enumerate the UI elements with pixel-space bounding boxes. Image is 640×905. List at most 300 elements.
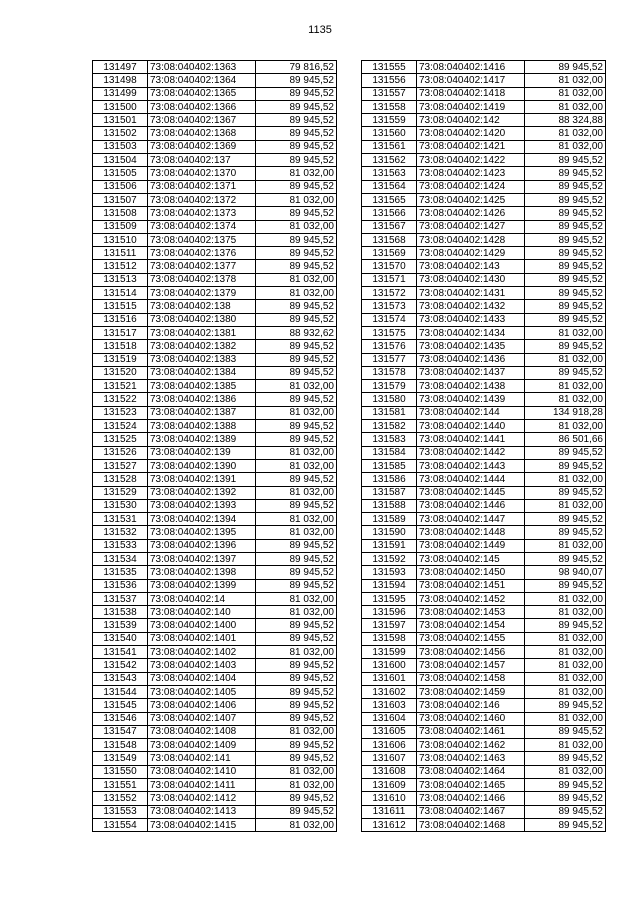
cell-record-id: 131531 (93, 513, 148, 526)
cell-record-id: 131568 (362, 233, 417, 246)
cell-record-id: 131522 (93, 393, 148, 406)
cell-record-id: 131499 (93, 87, 148, 100)
cell-record-id: 131555 (362, 61, 417, 74)
cell-record-id: 131521 (93, 380, 148, 393)
table-row (93, 619, 337, 632)
right-table (361, 60, 606, 832)
cell-cadastral-number: 73:08:040402:1464 (417, 765, 525, 778)
cell-record-id: 131563 (362, 167, 417, 180)
cell-cadastral-number: 73:08:040402:144 (417, 406, 525, 419)
cell-cadastral-number: 73:08:040402:1369 (148, 140, 256, 153)
cell-record-id: 131572 (362, 287, 417, 300)
cell-amount: 89 945,52 (256, 792, 337, 805)
cell-record-id: 131497 (93, 61, 148, 74)
cell-amount: 89 945,52 (525, 167, 606, 180)
cell-record-id: 131536 (93, 579, 148, 592)
cell-cadastral-number: 73:08:040402:145 (417, 552, 525, 565)
cell-cadastral-number: 73:08:040402:1442 (417, 446, 525, 459)
table-row (362, 233, 606, 246)
cell-cadastral-number: 73:08:040402:1463 (417, 752, 525, 765)
cell-amount: 89 945,52 (256, 140, 337, 153)
cell-record-id: 131545 (93, 699, 148, 712)
cell-record-id: 131512 (93, 260, 148, 273)
table-row (93, 818, 337, 831)
table-row (93, 420, 337, 433)
cell-cadastral-number: 73:08:040402:1372 (148, 193, 256, 206)
table-row (362, 100, 606, 113)
cell-amount: 81 032,00 (256, 526, 337, 539)
table-row (93, 592, 337, 605)
cell-amount: 81 032,00 (256, 513, 337, 526)
table-row (93, 486, 337, 499)
cell-cadastral-number: 73:08:040402:1447 (417, 513, 525, 526)
cell-record-id: 131546 (93, 712, 148, 725)
cell-amount: 81 032,00 (256, 646, 337, 659)
cell-amount: 89 945,52 (256, 805, 337, 818)
cell-cadastral-number: 73:08:040402:1380 (148, 313, 256, 326)
cell-amount: 89 945,52 (525, 805, 606, 818)
cell-record-id: 131544 (93, 685, 148, 698)
cell-cadastral-number: 73:08:040402:1407 (148, 712, 256, 725)
table-row (93, 193, 337, 206)
table-row (362, 499, 606, 512)
cell-cadastral-number: 73:08:040402:1367 (148, 114, 256, 127)
cell-record-id: 131588 (362, 499, 417, 512)
cell-cadastral-number: 73:08:040402:1424 (417, 180, 525, 193)
cell-record-id: 131548 (93, 739, 148, 752)
cell-amount: 89 945,52 (256, 180, 337, 193)
cell-cadastral-number: 73:08:040402:1449 (417, 539, 525, 552)
cell-amount: 81 032,00 (525, 685, 606, 698)
table-row (362, 725, 606, 738)
table-row (362, 353, 606, 366)
table-row (362, 818, 606, 831)
cell-cadastral-number: 73:08:040402:1373 (148, 207, 256, 220)
cell-cadastral-number: 73:08:040402:1422 (417, 154, 525, 167)
cell-cadastral-number: 73:08:040402:1431 (417, 287, 525, 300)
cell-record-id: 131610 (362, 792, 417, 805)
cell-amount: 81 032,00 (525, 499, 606, 512)
cell-record-id: 131537 (93, 592, 148, 605)
cell-record-id: 131539 (93, 619, 148, 632)
cell-amount: 89 945,52 (525, 273, 606, 286)
cell-record-id: 131598 (362, 632, 417, 645)
cell-cadastral-number: 73:08:040402:146 (417, 699, 525, 712)
table-row (362, 167, 606, 180)
cell-amount: 81 032,00 (525, 646, 606, 659)
cell-cadastral-number: 73:08:040402:1394 (148, 513, 256, 526)
cell-amount: 89 945,52 (525, 220, 606, 233)
cell-record-id: 131517 (93, 326, 148, 339)
cell-cadastral-number: 73:08:040402:1461 (417, 725, 525, 738)
cell-record-id: 131549 (93, 752, 148, 765)
cell-amount: 89 945,52 (256, 114, 337, 127)
table-row (93, 87, 337, 100)
table-row (362, 366, 606, 379)
cell-record-id: 131509 (93, 220, 148, 233)
cell-record-id: 131551 (93, 779, 148, 792)
cell-record-id: 131560 (362, 127, 417, 140)
cell-cadastral-number: 73:08:040402:1462 (417, 739, 525, 752)
cell-cadastral-number: 73:08:040402:1370 (148, 167, 256, 180)
table-row (93, 739, 337, 752)
cell-cadastral-number: 73:08:040402:1452 (417, 592, 525, 605)
cell-record-id: 131589 (362, 513, 417, 526)
cell-cadastral-number: 73:08:040402:1468 (417, 818, 525, 831)
cell-cadastral-number: 73:08:040402:1457 (417, 659, 525, 672)
cell-cadastral-number: 73:08:040402:1421 (417, 140, 525, 153)
table-row (93, 340, 337, 353)
table-row (93, 459, 337, 472)
table-row (93, 140, 337, 153)
table-row (362, 420, 606, 433)
cell-cadastral-number: 73:08:040402:1401 (148, 632, 256, 645)
table-row (93, 566, 337, 579)
cell-amount: 81 032,00 (256, 606, 337, 619)
cell-amount: 89 945,52 (256, 619, 337, 632)
cell-cadastral-number: 73:08:040402:137 (148, 154, 256, 167)
table-row (362, 61, 606, 74)
cell-cadastral-number: 73:08:040402:1465 (417, 779, 525, 792)
cell-amount: 89 945,52 (525, 579, 606, 592)
table-row (93, 154, 337, 167)
cell-amount: 88 932,62 (256, 326, 337, 339)
cell-amount: 89 945,52 (256, 499, 337, 512)
cell-cadastral-number: 73:08:040402:1397 (148, 552, 256, 565)
table-row (362, 473, 606, 486)
cell-record-id: 131577 (362, 353, 417, 366)
cell-record-id: 131600 (362, 659, 417, 672)
cell-record-id: 131498 (93, 74, 148, 87)
cell-record-id: 131500 (93, 100, 148, 113)
cell-amount: 89 945,52 (256, 127, 337, 140)
cell-amount: 89 945,52 (256, 579, 337, 592)
table-row (362, 220, 606, 233)
cell-cadastral-number: 73:08:040402:141 (148, 752, 256, 765)
cell-record-id: 131507 (93, 193, 148, 206)
cell-cadastral-number: 73:08:040402:1467 (417, 805, 525, 818)
cell-amount: 89 945,52 (256, 353, 337, 366)
cell-cadastral-number: 73:08:040402:1429 (417, 247, 525, 260)
cell-record-id: 131520 (93, 366, 148, 379)
cell-cadastral-number: 73:08:040402:1385 (148, 380, 256, 393)
cell-record-id: 131609 (362, 779, 417, 792)
cell-record-id: 131514 (93, 287, 148, 300)
cell-cadastral-number: 73:08:040402:1454 (417, 619, 525, 632)
table-row (93, 247, 337, 260)
cell-cadastral-number: 73:08:040402:1393 (148, 499, 256, 512)
cell-amount: 81 032,00 (525, 140, 606, 153)
cell-cadastral-number: 73:08:040402:1379 (148, 287, 256, 300)
cell-amount: 81 032,00 (256, 220, 337, 233)
cell-amount: 89 945,52 (256, 699, 337, 712)
cell-record-id: 131511 (93, 247, 148, 260)
cell-record-id: 131602 (362, 685, 417, 698)
cell-record-id: 131533 (93, 539, 148, 552)
table-row (93, 366, 337, 379)
cell-amount: 81 032,00 (256, 592, 337, 605)
cell-cadastral-number: 73:08:040402:142 (417, 114, 525, 127)
cell-record-id: 131516 (93, 313, 148, 326)
cell-amount: 89 945,52 (256, 659, 337, 672)
cell-record-id: 131591 (362, 539, 417, 552)
cell-cadastral-number: 73:08:040402:1384 (148, 366, 256, 379)
cell-amount: 89 945,52 (256, 366, 337, 379)
cell-record-id: 131534 (93, 552, 148, 565)
cell-amount: 81 032,00 (525, 632, 606, 645)
cell-record-id: 131575 (362, 326, 417, 339)
cell-cadastral-number: 73:08:040402:1365 (148, 87, 256, 100)
cell-cadastral-number: 73:08:040402:1400 (148, 619, 256, 632)
cell-cadastral-number: 73:08:040402:1368 (148, 127, 256, 140)
table-row (93, 725, 337, 738)
cell-amount: 89 945,52 (256, 672, 337, 685)
cell-record-id: 131605 (362, 725, 417, 738)
table-row (362, 539, 606, 552)
cell-cadastral-number: 73:08:040402:1382 (148, 340, 256, 353)
cell-cadastral-number: 73:08:040402:1428 (417, 233, 525, 246)
table-row (93, 526, 337, 539)
cell-cadastral-number: 73:08:040402:1411 (148, 779, 256, 792)
cell-cadastral-number: 73:08:040402:1437 (417, 366, 525, 379)
table-row (93, 579, 337, 592)
table-row (362, 552, 606, 565)
cell-record-id: 131603 (362, 699, 417, 712)
cell-cadastral-number: 73:08:040402:1438 (417, 380, 525, 393)
cell-amount: 89 945,52 (256, 566, 337, 579)
cell-cadastral-number: 73:08:040402:1448 (417, 526, 525, 539)
cell-cadastral-number: 73:08:040402:1450 (417, 566, 525, 579)
cell-record-id: 131503 (93, 140, 148, 153)
table-row (93, 127, 337, 140)
cell-amount: 81 032,00 (256, 446, 337, 459)
cell-cadastral-number: 73:08:040402:1391 (148, 473, 256, 486)
cell-amount: 81 032,00 (525, 74, 606, 87)
cell-record-id: 131559 (362, 114, 417, 127)
cell-cadastral-number: 73:08:040402:1402 (148, 646, 256, 659)
table-row (362, 207, 606, 220)
cell-amount: 89 945,52 (256, 473, 337, 486)
cell-record-id: 131595 (362, 592, 417, 605)
table-row (362, 406, 606, 419)
cell-record-id: 131583 (362, 433, 417, 446)
cell-cadastral-number: 73:08:040402:1451 (417, 579, 525, 592)
cell-record-id: 131570 (362, 260, 417, 273)
cell-record-id: 131562 (362, 154, 417, 167)
cell-cadastral-number: 73:08:040402:1364 (148, 74, 256, 87)
cell-amount: 89 945,52 (256, 433, 337, 446)
table-row (362, 792, 606, 805)
cell-amount: 89 945,52 (525, 486, 606, 499)
cell-amount: 81 032,00 (525, 380, 606, 393)
cell-record-id: 131596 (362, 606, 417, 619)
table-row (362, 74, 606, 87)
cell-amount: 81 032,00 (525, 672, 606, 685)
cell-amount: 81 032,00 (256, 287, 337, 300)
cell-record-id: 131535 (93, 566, 148, 579)
table-row (93, 433, 337, 446)
cell-record-id: 131604 (362, 712, 417, 725)
cell-record-id: 131608 (362, 765, 417, 778)
cell-cadastral-number: 73:08:040402:1443 (417, 459, 525, 472)
cell-record-id: 131580 (362, 393, 417, 406)
cell-amount: 89 945,52 (256, 393, 337, 406)
cell-record-id: 131566 (362, 207, 417, 220)
cell-record-id: 131578 (362, 366, 417, 379)
cell-amount: 81 032,00 (525, 127, 606, 140)
table-row (362, 672, 606, 685)
cell-record-id: 131530 (93, 499, 148, 512)
cell-cadastral-number: 73:08:040402:1415 (148, 818, 256, 831)
cell-record-id: 131561 (362, 140, 417, 153)
cell-amount: 81 032,00 (256, 167, 337, 180)
table-row (93, 380, 337, 393)
table-row (93, 685, 337, 698)
cell-cadastral-number: 73:08:040402:1363 (148, 61, 256, 74)
cell-amount: 81 032,00 (525, 659, 606, 672)
table-row (362, 380, 606, 393)
table-row (362, 154, 606, 167)
cell-record-id: 131508 (93, 207, 148, 220)
cell-amount: 89 945,52 (525, 725, 606, 738)
cell-amount: 89 945,52 (256, 100, 337, 113)
cell-amount: 89 945,52 (525, 233, 606, 246)
cell-amount: 81 032,00 (525, 393, 606, 406)
table-row (362, 526, 606, 539)
cell-cadastral-number: 73:08:040402:139 (148, 446, 256, 459)
cell-cadastral-number: 73:08:040402:1395 (148, 526, 256, 539)
cell-cadastral-number: 73:08:040402:1455 (417, 632, 525, 645)
table-row (362, 326, 606, 339)
cell-cadastral-number: 73:08:040402:1390 (148, 459, 256, 472)
table-row (362, 619, 606, 632)
cell-record-id: 131513 (93, 273, 148, 286)
table-row (362, 712, 606, 725)
cell-record-id: 131532 (93, 526, 148, 539)
cell-amount: 89 945,52 (525, 313, 606, 326)
cell-cadastral-number: 73:08:040402:1453 (417, 606, 525, 619)
cell-amount: 81 032,00 (525, 87, 606, 100)
cell-amount: 81 032,00 (256, 406, 337, 419)
cell-record-id: 131597 (362, 619, 417, 632)
cell-cadastral-number: 73:08:040402:1420 (417, 127, 525, 140)
cell-record-id: 131593 (362, 566, 417, 579)
table-row (93, 752, 337, 765)
table-row (93, 552, 337, 565)
cell-amount: 89 945,52 (525, 340, 606, 353)
cell-amount: 89 945,52 (525, 779, 606, 792)
cell-cadastral-number: 73:08:040402:140 (148, 606, 256, 619)
cell-record-id: 131585 (362, 459, 417, 472)
cell-amount: 89 945,52 (256, 87, 337, 100)
cell-amount: 89 945,52 (525, 552, 606, 565)
cell-record-id: 131590 (362, 526, 417, 539)
cell-amount: 89 945,52 (525, 247, 606, 260)
cell-cadastral-number: 73:08:040402:1413 (148, 805, 256, 818)
cell-amount: 81 032,00 (525, 473, 606, 486)
cell-record-id: 131576 (362, 340, 417, 353)
cell-cadastral-number: 73:08:040402:1441 (417, 433, 525, 446)
cell-record-id: 131594 (362, 579, 417, 592)
table-row (93, 779, 337, 792)
table-row (93, 61, 337, 74)
cell-amount: 88 324,88 (525, 114, 606, 127)
left-table (92, 60, 337, 832)
table-row (362, 193, 606, 206)
cell-cadastral-number: 73:08:040402:1386 (148, 393, 256, 406)
cell-amount: 79 816,52 (256, 61, 337, 74)
table-row (93, 646, 337, 659)
cell-amount: 89 945,52 (256, 313, 337, 326)
cell-record-id: 131607 (362, 752, 417, 765)
table-row (362, 752, 606, 765)
cell-record-id: 131504 (93, 154, 148, 167)
cell-record-id: 131518 (93, 340, 148, 353)
cell-amount: 89 945,52 (256, 300, 337, 313)
table-row (93, 406, 337, 419)
cell-record-id: 131606 (362, 739, 417, 752)
table-row (93, 220, 337, 233)
cell-amount: 89 945,52 (256, 552, 337, 565)
cell-cadastral-number: 73:08:040402:1376 (148, 247, 256, 260)
cell-cadastral-number: 73:08:040402:1445 (417, 486, 525, 499)
table-row (93, 167, 337, 180)
table-row (362, 300, 606, 313)
table-row (362, 606, 606, 619)
cell-amount: 81 032,00 (525, 765, 606, 778)
cell-record-id: 131502 (93, 127, 148, 140)
cell-record-id: 131527 (93, 459, 148, 472)
cell-amount: 89 945,52 (525, 300, 606, 313)
table-row (362, 513, 606, 526)
cell-record-id: 131573 (362, 300, 417, 313)
table-row (93, 792, 337, 805)
cell-cadastral-number: 73:08:040402:143 (417, 260, 525, 273)
cell-cadastral-number: 73:08:040402:1375 (148, 233, 256, 246)
table-row (362, 739, 606, 752)
cell-amount: 89 945,52 (256, 233, 337, 246)
cell-amount: 81 032,00 (525, 606, 606, 619)
cell-record-id: 131571 (362, 273, 417, 286)
cell-cadastral-number: 73:08:040402:1435 (417, 340, 525, 353)
cell-amount: 89 945,52 (525, 459, 606, 472)
cell-amount: 89 945,52 (256, 420, 337, 433)
cell-cadastral-number: 73:08:040402:1434 (417, 326, 525, 339)
page-number: 1135 (308, 24, 332, 36)
cell-cadastral-number: 73:08:040402:1381 (148, 326, 256, 339)
cell-record-id: 131601 (362, 672, 417, 685)
cell-record-id: 131550 (93, 765, 148, 778)
cell-cadastral-number: 73:08:040402:1436 (417, 353, 525, 366)
cell-cadastral-number: 73:08:040402:1427 (417, 220, 525, 233)
cell-amount: 89 945,52 (525, 180, 606, 193)
cell-amount: 81 032,00 (525, 326, 606, 339)
cell-amount: 81 032,00 (256, 486, 337, 499)
table-row (362, 459, 606, 472)
cell-amount: 81 032,00 (525, 712, 606, 725)
table-row (362, 287, 606, 300)
cell-record-id: 131542 (93, 659, 148, 672)
cell-amount: 81 032,00 (256, 765, 337, 778)
table-row (362, 446, 606, 459)
table-row (362, 765, 606, 778)
table-row (362, 779, 606, 792)
cell-cadastral-number: 73:08:040402:1430 (417, 273, 525, 286)
table-row (362, 340, 606, 353)
cell-record-id: 131611 (362, 805, 417, 818)
cell-record-id: 131579 (362, 380, 417, 393)
cell-cadastral-number: 73:08:040402:1439 (417, 393, 525, 406)
